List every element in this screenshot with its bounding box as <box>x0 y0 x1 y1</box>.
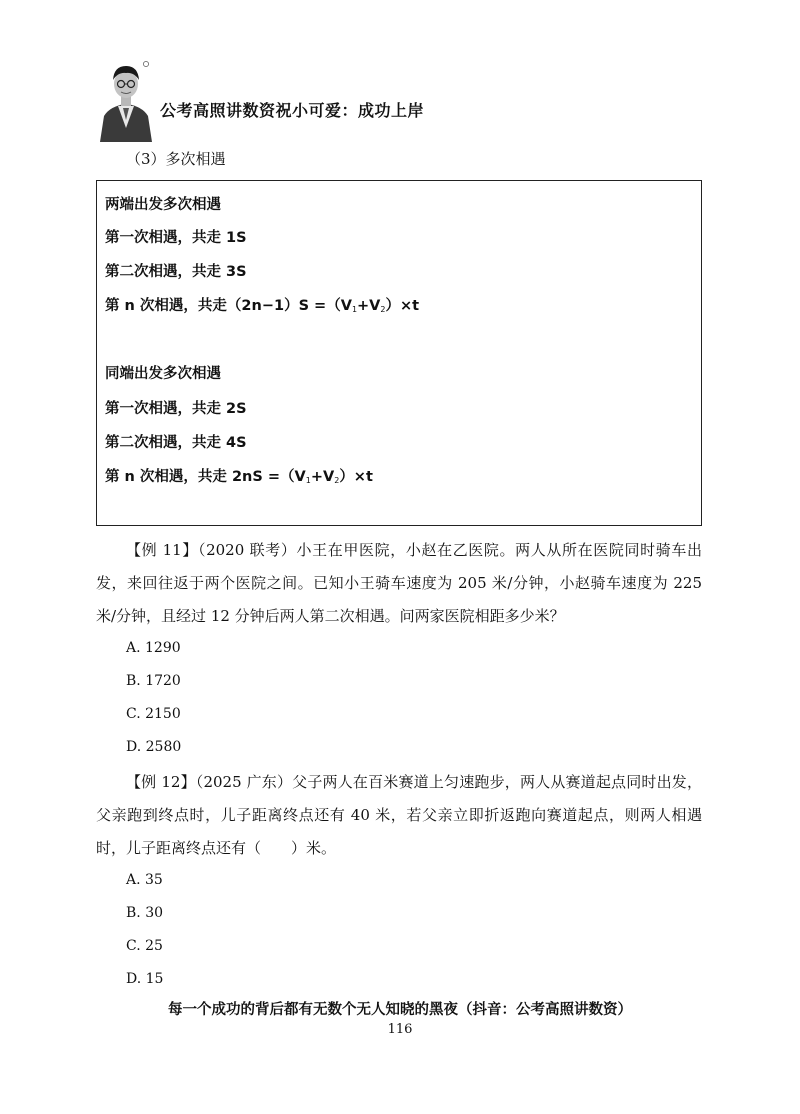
example-12-option-a: A. 35 <box>126 872 163 888</box>
subscript-2: 2 <box>380 305 386 314</box>
same-nth-post: ）×t <box>339 469 373 485</box>
same-nth-meeting <box>105 465 373 486</box>
formula-box <box>96 180 702 526</box>
footer-slogan: 每一个成功的背后都有无数个无人知晓的黑夜（抖音：公考高照讲数资） <box>168 1002 632 1018</box>
example-12-question <box>96 766 702 865</box>
subscript-1: 1 <box>351 305 358 314</box>
page-number: 116 <box>387 1022 413 1037</box>
subscript-1: 1 <box>305 476 311 485</box>
opposite-nth-meeting <box>105 294 419 315</box>
same-nth-pre: 第 n 次相遇，共走 2nS =（V <box>105 469 306 485</box>
section-heading: （3）多次相遇 <box>126 150 226 168</box>
example-11-option-a: A. 1290 <box>126 640 181 656</box>
example-11-question <box>96 534 702 633</box>
opposite-nth-post: ）×t <box>385 298 420 314</box>
example-12-option-c: C. 25 <box>126 938 163 954</box>
header-title: 公考高照讲数资祝小可爱：成功上岸 <box>160 101 425 120</box>
author-photo-image <box>96 58 156 142</box>
same-first-meeting: 第一次相遇，共走 2S <box>105 401 247 417</box>
opposite-end-title: 两端出发多次相遇 <box>105 197 221 213</box>
example-12-option-d: D. 15 <box>126 971 164 987</box>
page-header <box>96 58 696 144</box>
opposite-nth-mid: +V <box>357 298 381 314</box>
same-nth-mid: +V <box>310 469 335 485</box>
example-11-option-b: B. 1720 <box>126 673 181 689</box>
same-second-meeting: 第二次相遇，共走 4S <box>105 435 247 451</box>
subscript-2: 2 <box>334 476 340 485</box>
example-12-option-b: B. 30 <box>126 905 164 921</box>
opposite-nth-pre: 第 n 次相遇，共走（2n−1）S =（V <box>105 298 352 314</box>
same-end-title: 同端出发多次相遇 <box>105 366 221 382</box>
example-11-text: 【例 11】（2020 联考）小王在甲医院，小赵在乙医院。两人从所在医院同时骑车出发，来回往返于两个医院之间。已知小王骑车速度为 205 米/分钟，小赵骑车速度为 225 米/分钟，且经过 12 分钟后两人第二次相遇。问两家医院相距多少米？ <box>96 541 702 625</box>
opposite-first-meeting: 第一次相遇，共走 1S <box>105 230 247 246</box>
opposite-second-meeting: 第二次相遇，共走 3S <box>105 264 247 280</box>
example-11-option-c: C. 2150 <box>126 706 181 722</box>
example-11-option-d: D. 2580 <box>126 739 182 755</box>
example-12-text: 【例 12】（2025 广东）父子两人在百米赛道上匀速跑步，两人从赛道起点同时出发，父亲跑到终点时，儿子距离终点还有 40 米，若父亲立即折返跑向赛道起点，则两人相遇时，儿子距离终点还有（ ）米。 <box>96 773 702 857</box>
author-photo <box>96 58 156 142</box>
